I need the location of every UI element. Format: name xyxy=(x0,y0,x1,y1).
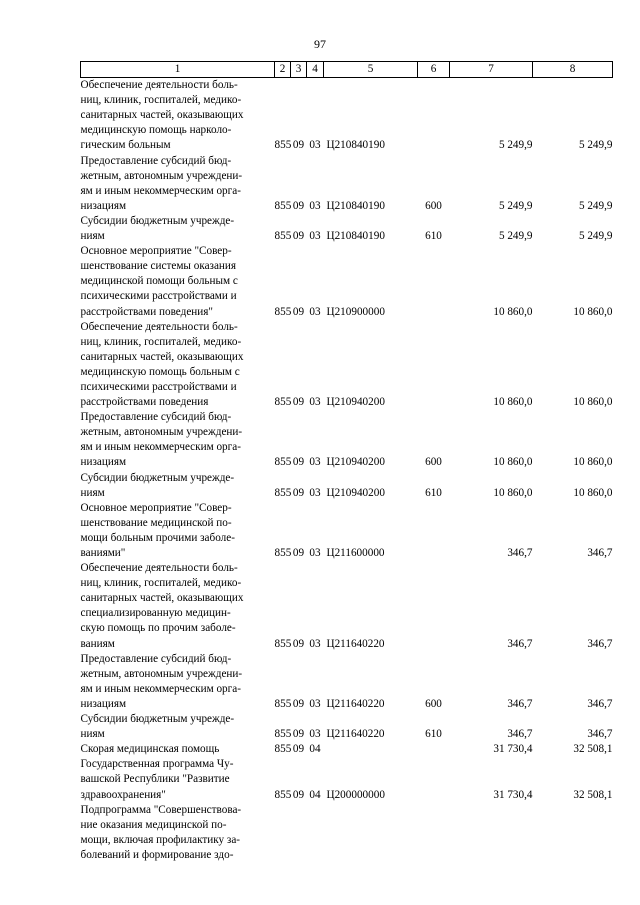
column-header: 8 xyxy=(533,62,613,78)
row-name-line: Обеспечение деятельности боль- xyxy=(80,79,238,92)
amount-year-1: 346,7 xyxy=(507,547,533,559)
row-name-line: здравоохранения" xyxy=(80,788,166,801)
row-name-line: ниц, клиник, госпиталей, медико- xyxy=(80,577,242,590)
row-name-line: гическим больным xyxy=(80,139,171,152)
row-name-line: ниц, клиник, госпиталей, медико- xyxy=(80,335,242,348)
table-row xyxy=(81,712,613,742)
row-name-line: Основное мероприятие "Совер- xyxy=(80,245,232,258)
row-name xyxy=(81,244,275,319)
amount-year-2: 346,7 xyxy=(587,728,613,741)
grbs-code: 855 xyxy=(274,697,292,710)
target-article-code: Ц200000000 xyxy=(326,788,385,801)
subsection-code: 03 xyxy=(309,637,321,650)
grbs-code: 855 xyxy=(274,486,292,499)
row-name-line: ям и иным некоммерческим орга- xyxy=(80,682,241,695)
column-header: 3 xyxy=(291,62,307,78)
target-article-code: Ц210840190 xyxy=(326,139,385,152)
amount-year-1: 10 860,0 xyxy=(493,486,533,499)
row-name-line: ниц, клиник, госпиталей, медико- xyxy=(80,94,242,107)
row-name-line: психическими расстройствами и xyxy=(80,380,237,393)
subsection-code xyxy=(307,803,324,863)
table-row xyxy=(81,410,613,470)
row-name-line: Обеспечение деятельности боль- xyxy=(80,562,238,575)
row-name-line: Субсидии бюджетным учрежде- xyxy=(80,713,235,726)
expense-type-code: 600 xyxy=(425,456,442,469)
grbs-code: 855 xyxy=(274,305,292,318)
table-row xyxy=(81,757,613,802)
row-name-line: мощи больным прочими заболе- xyxy=(80,531,235,544)
section-code xyxy=(291,803,307,863)
section-code: 09 xyxy=(292,728,305,741)
row-name-line: жетным, автономным учреждени- xyxy=(80,169,243,182)
column-header: 4 xyxy=(307,62,324,78)
amount-year-2: 32 508,1 xyxy=(573,788,613,801)
row-name-line: скую помощь по прочим заболе- xyxy=(80,622,236,635)
table-row xyxy=(81,501,613,561)
row-name-line: ниям xyxy=(80,728,105,741)
target-article-code: Ц210940200 xyxy=(326,396,385,409)
row-name-line: Государственная программа Чу- xyxy=(80,758,234,771)
grbs-code: 855 xyxy=(274,637,292,650)
column-header: 6 xyxy=(418,62,450,78)
column-header: 2 xyxy=(275,62,291,78)
grbs-code: 855 xyxy=(274,396,292,409)
amount-year-1: 346,7 xyxy=(507,728,533,741)
table-body xyxy=(81,78,613,863)
subsection-code: 03 xyxy=(309,697,321,710)
amount-year-2: 10 860,0 xyxy=(573,305,613,318)
expense-type-code xyxy=(418,757,450,802)
section-code: 09 xyxy=(292,637,305,650)
subsection-code: 04 xyxy=(309,743,321,756)
target-article-code: Ц211600000 xyxy=(326,547,385,559)
table-row xyxy=(81,244,613,319)
expense-type-code xyxy=(418,78,450,154)
table-row xyxy=(81,320,613,411)
section-code: 09 xyxy=(292,743,305,756)
row-name-line: ние оказания медицинской по- xyxy=(80,818,227,831)
expense-type-code xyxy=(418,742,450,757)
expense-type-code xyxy=(418,244,450,319)
row-name-line: санитарных частей, оказывающих xyxy=(80,109,244,122)
target-article-code xyxy=(324,803,418,863)
row-name-line: вашской Республики "Развитие xyxy=(80,773,230,786)
grbs-code: 855 xyxy=(274,728,292,741)
row-name-line: низациям xyxy=(80,199,127,212)
grbs-code: 855 xyxy=(274,230,292,243)
table-row xyxy=(81,471,613,501)
target-article-code: Ц210840190 xyxy=(326,230,385,243)
amount-year-2: 346,7 xyxy=(587,637,613,650)
grbs-code: 855 xyxy=(274,743,292,756)
subsection-code: 03 xyxy=(309,139,321,152)
row-name xyxy=(81,78,275,154)
column-header: 1 xyxy=(81,62,275,78)
row-name-line: ниям xyxy=(80,486,105,499)
amount-year-1: 346,7 xyxy=(507,637,533,650)
section-code: 09 xyxy=(292,788,305,801)
column-header: 7 xyxy=(450,62,533,78)
row-name-line: шенствование медицинской по- xyxy=(80,516,232,529)
amount-year-1: 346,7 xyxy=(507,697,533,710)
amount-year-2: 5 249,9 xyxy=(578,139,613,152)
subsection-code: 03 xyxy=(309,547,321,559)
row-name xyxy=(81,742,275,757)
section-code: 09 xyxy=(292,305,305,318)
amount-year-1: 10 860,0 xyxy=(493,396,533,409)
amount-year-1: 5 249,9 xyxy=(498,139,533,152)
target-article-code: Ц210940200 xyxy=(326,456,385,469)
grbs-code xyxy=(275,803,291,863)
row-name-line: ям и иным некоммерческим орга- xyxy=(80,441,241,454)
row-name-line: ям и иным некоммерческим орга- xyxy=(80,184,241,197)
subsection-code: 03 xyxy=(309,456,321,469)
row-name-line: жетным, автономным учреждени- xyxy=(80,667,243,680)
subsection-code: 03 xyxy=(309,305,321,318)
section-code: 09 xyxy=(292,230,305,243)
target-article-code xyxy=(324,742,418,757)
amount-year-1 xyxy=(450,803,533,863)
row-name xyxy=(81,803,275,863)
table-row xyxy=(81,78,613,154)
amount-year-1: 31 730,4 xyxy=(493,743,533,756)
subsection-code: 03 xyxy=(309,486,321,499)
section-code: 09 xyxy=(292,547,305,559)
section-code: 09 xyxy=(292,139,305,152)
row-name-line: медицинскую помощь больным с xyxy=(80,365,240,378)
grbs-code: 855 xyxy=(274,199,292,212)
subsection-code: 03 xyxy=(309,396,321,409)
amount-year-2: 346,7 xyxy=(587,547,613,559)
row-name-line: Обеспечение деятельности боль- xyxy=(80,320,238,333)
table-row xyxy=(81,652,613,712)
target-article-code: Ц210900000 xyxy=(326,305,385,318)
amount-year-1: 5 249,9 xyxy=(498,230,533,243)
row-name-line: Подпрограмма "Совершенствова- xyxy=(80,803,242,816)
row-name-line: психическими расстройствами и xyxy=(80,290,237,303)
budget-table xyxy=(80,61,613,863)
target-article-code: Ц210940200 xyxy=(326,486,385,499)
amount-year-2: 346,7 xyxy=(587,697,613,710)
amount-year-2 xyxy=(533,803,613,863)
row-name xyxy=(81,320,275,411)
grbs-code: 855 xyxy=(274,456,292,469)
row-name-line: низациям xyxy=(80,456,127,469)
table-row xyxy=(81,742,613,757)
row-name-line: Основное мероприятие "Совер- xyxy=(80,501,232,514)
expense-type-code: 600 xyxy=(425,697,442,710)
row-name-line: шенствование системы оказания xyxy=(80,260,237,273)
row-name-line: ниям xyxy=(80,230,105,243)
subsection-code: 03 xyxy=(309,199,321,212)
row-name-line: Субсидии бюджетным учрежде- xyxy=(80,471,235,484)
target-article-code: Ц210840190 xyxy=(326,199,385,212)
row-name-line: низациям xyxy=(80,697,127,710)
target-article-code: Ц211640220 xyxy=(326,637,385,650)
page-number: 97 xyxy=(314,37,326,51)
section-code: 09 xyxy=(292,396,305,409)
subsection-code: 03 xyxy=(309,230,321,243)
row-name xyxy=(81,501,275,561)
row-name xyxy=(81,154,275,214)
expense-type-code xyxy=(418,803,450,863)
row-name-line: санитарных частей, оказывающих xyxy=(80,350,244,363)
amount-year-1: 10 860,0 xyxy=(493,305,533,318)
row-name-line: ваниям xyxy=(80,637,115,650)
table-row xyxy=(81,803,613,863)
expense-type-code xyxy=(418,320,450,411)
row-name-line: медицинскую помощь нарколо- xyxy=(80,124,232,137)
row-name-line: специализированную медицин- xyxy=(80,607,231,620)
row-name xyxy=(81,561,275,652)
expense-type-code: 610 xyxy=(425,728,442,741)
row-name xyxy=(81,471,275,501)
expense-type-code: 610 xyxy=(425,486,442,499)
row-name-line: мощи, включая профилактику за- xyxy=(80,833,241,846)
row-name-line: жетным, автономным учреждени- xyxy=(80,426,243,439)
row-name-line: санитарных частей, оказывающих xyxy=(80,592,244,605)
amount-year-2: 10 860,0 xyxy=(573,396,613,409)
row-name xyxy=(81,652,275,712)
row-name xyxy=(81,410,275,470)
table-row xyxy=(81,561,613,652)
target-article-code: Ц211640220 xyxy=(326,728,385,741)
row-name xyxy=(81,757,275,802)
grbs-code: 855 xyxy=(274,788,292,801)
subsection-code: 03 xyxy=(309,728,321,741)
row-name-line: Предоставление субсидий бюд- xyxy=(80,652,232,665)
amount-year-1: 10 860,0 xyxy=(493,456,533,469)
expense-type-code: 610 xyxy=(425,230,442,243)
expense-type-code xyxy=(418,561,450,652)
amount-year-1: 5 249,9 xyxy=(498,199,533,212)
row-name-line: болеваний и формирование здо- xyxy=(80,848,234,861)
amount-year-2: 5 249,9 xyxy=(578,230,613,243)
row-name-line: расстройствами поведения xyxy=(80,396,209,409)
column-header: 5 xyxy=(324,62,418,78)
section-code: 09 xyxy=(292,199,305,212)
row-name-line: Предоставление субсидий бюд- xyxy=(80,154,232,167)
row-name xyxy=(81,214,275,244)
row-name-line: Субсидии бюджетным учрежде- xyxy=(80,214,235,227)
grbs-code: 855 xyxy=(274,139,292,152)
section-code: 09 xyxy=(292,697,305,710)
row-name-line: Скорая медицинская помощь xyxy=(80,743,220,756)
section-code: 09 xyxy=(292,486,305,499)
subsection-code: 04 xyxy=(309,788,321,801)
amount-year-1: 31 730,4 xyxy=(493,788,533,801)
amount-year-2: 5 249,9 xyxy=(578,199,613,212)
row-name xyxy=(81,712,275,742)
table-row xyxy=(81,154,613,214)
header-row xyxy=(81,62,613,78)
table-row xyxy=(81,214,613,244)
expense-type-code xyxy=(418,501,450,561)
section-code: 09 xyxy=(292,456,305,469)
target-article-code: Ц211640220 xyxy=(326,697,385,710)
amount-year-2: 32 508,1 xyxy=(573,743,613,756)
grbs-code: 855 xyxy=(274,547,292,559)
row-name-line: ваниями" xyxy=(80,547,126,559)
row-name-line: медицинской помощи больным с xyxy=(80,275,238,288)
row-name-line: расстройствами поведения" xyxy=(80,305,213,318)
amount-year-2: 10 860,0 xyxy=(573,456,613,469)
expense-type-code: 600 xyxy=(425,199,442,212)
row-name-line: Предоставление субсидий бюд- xyxy=(80,411,232,424)
amount-year-2: 10 860,0 xyxy=(573,486,613,499)
